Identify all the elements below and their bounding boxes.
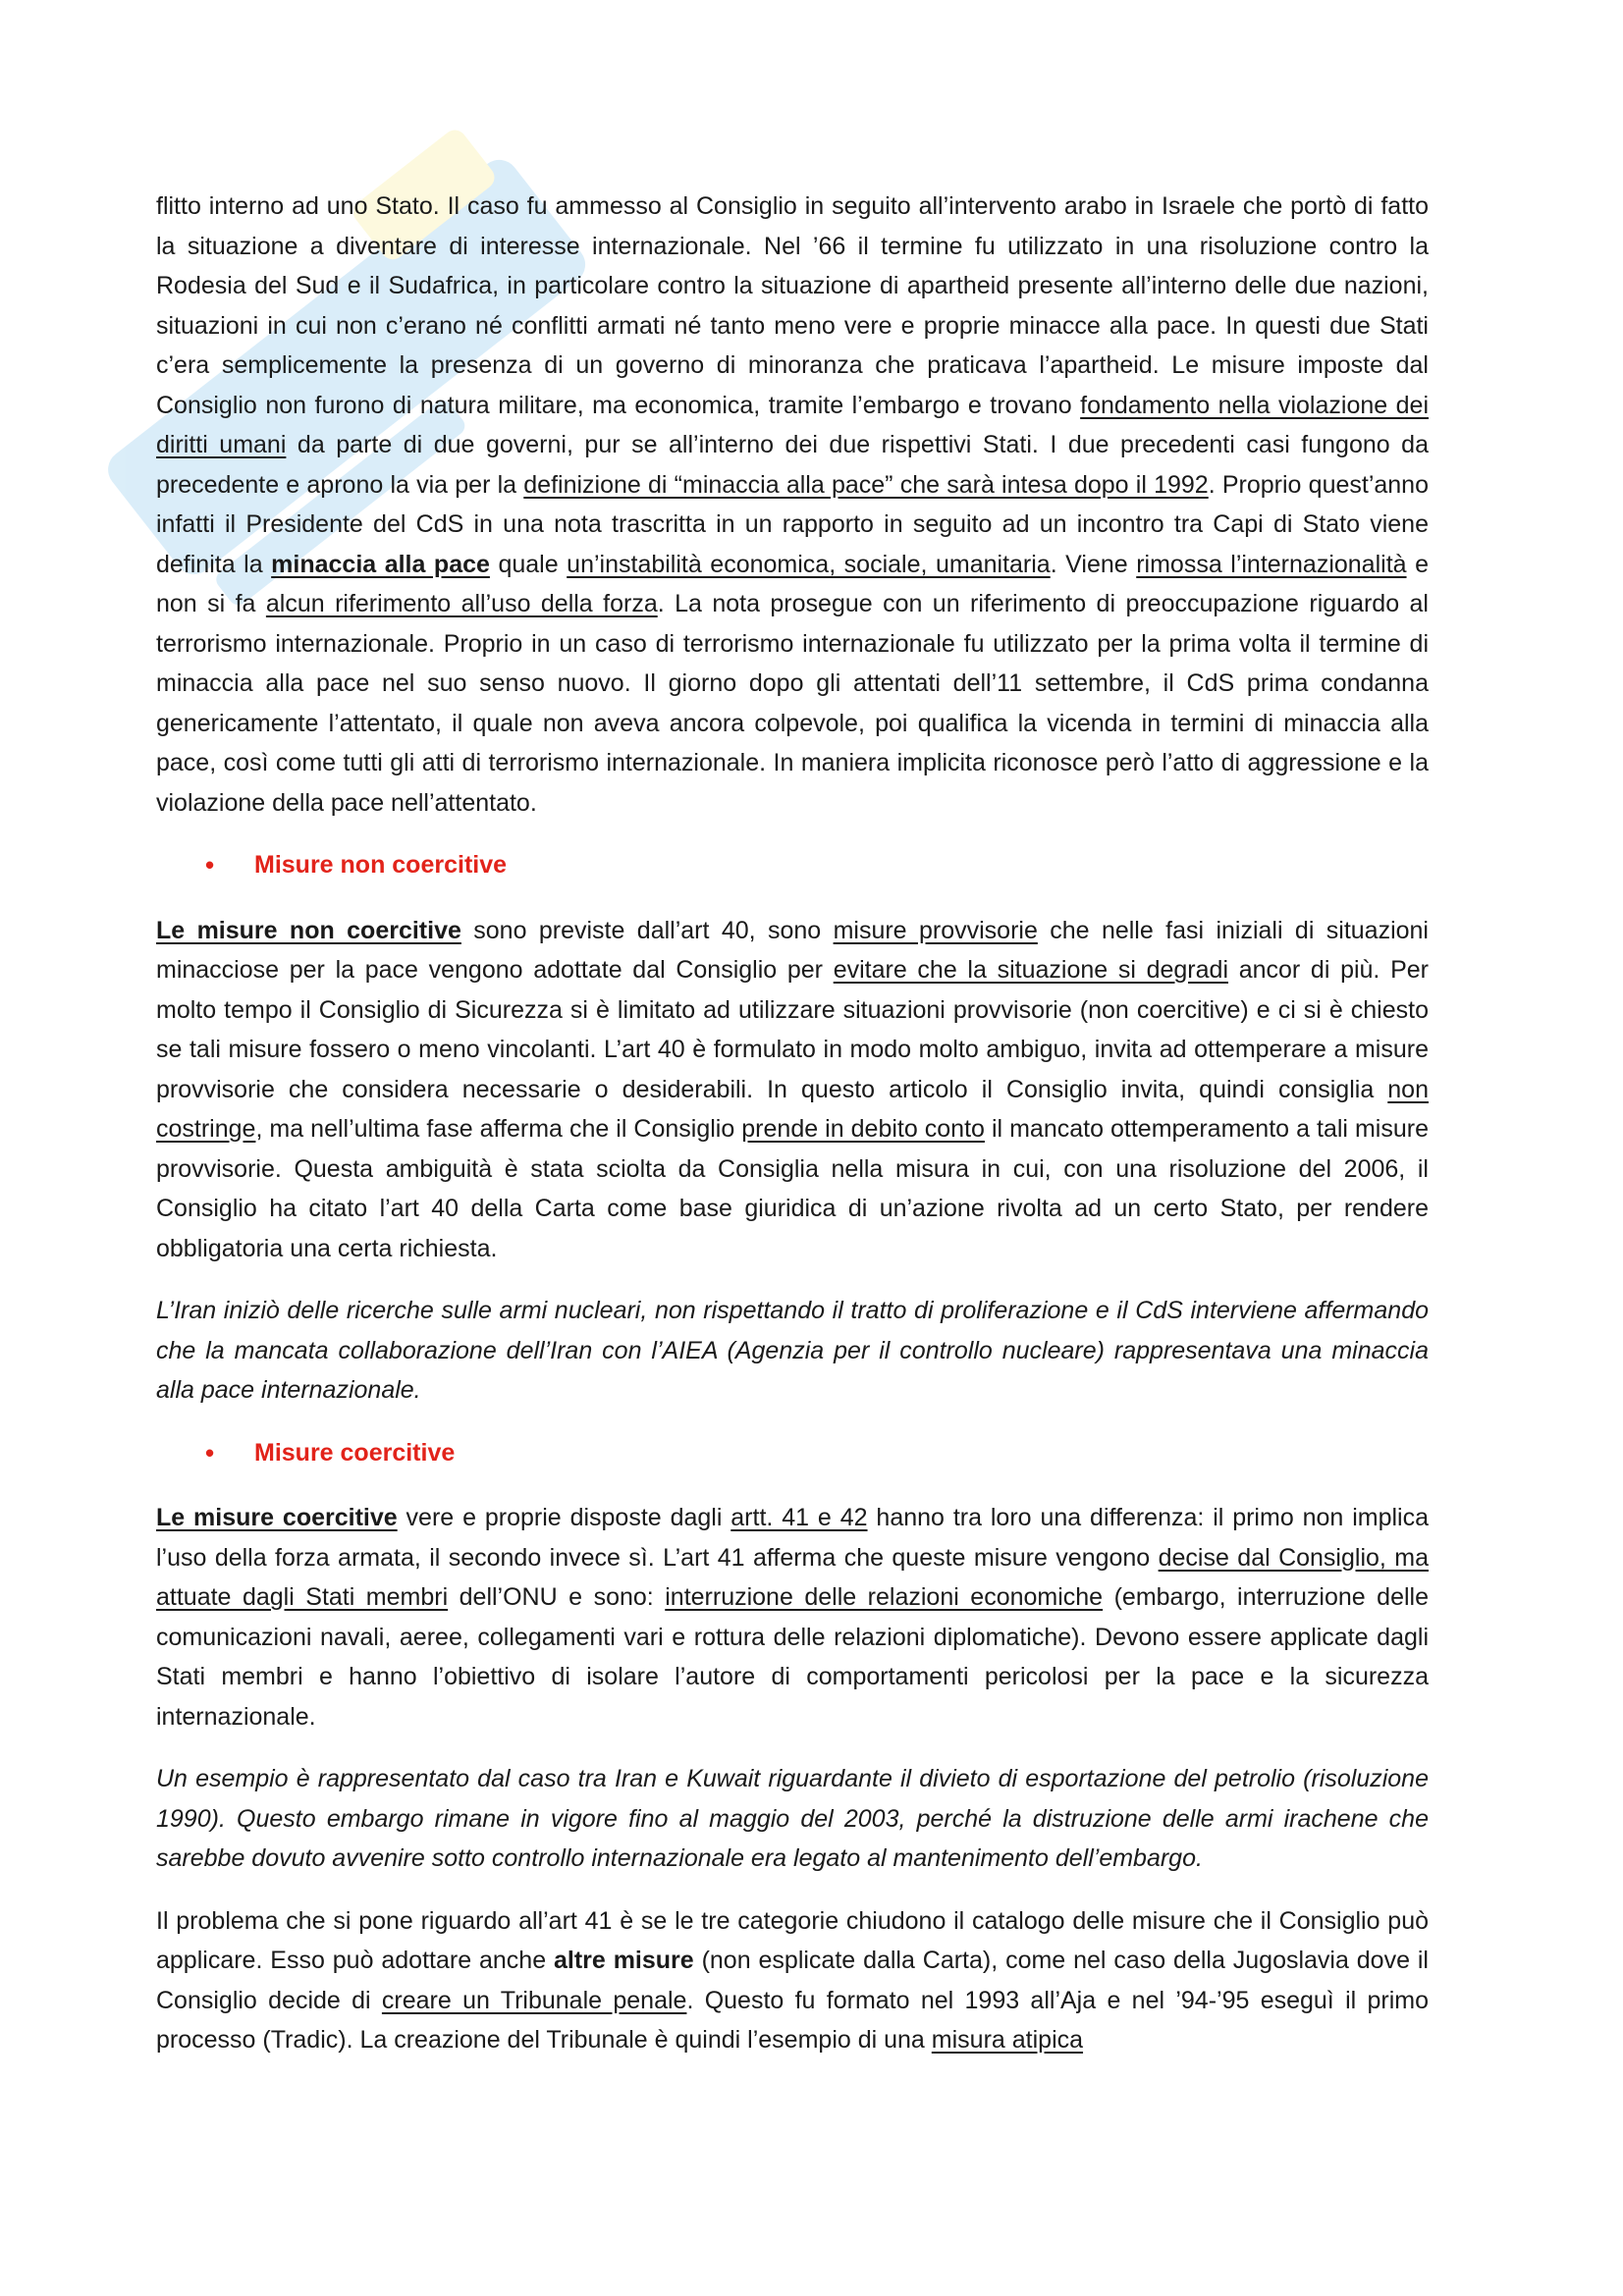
emphasis-run: definizione di “minaccia alla pace” che sarà intesa dopo il 1992 — [523, 470, 1209, 499]
text-run: L’Iran iniziò delle ricerche sulle armi nucleari, non rispettando il tratto di proliferazione e il CdS interviene affermando che la mancata collaborazione dell’Iran con l’AIEA (Agenzia per il controllo nucleare) rappresentava una minaccia alla pace internazionale. — [156, 1297, 1429, 1404]
emphasis-run: misura atipica — [931, 2026, 1084, 2054]
text-run: e non si fa — [156, 550, 1429, 617]
text-run: Il problema che si pone riguardo all’art 41 è se le tre categorie chiudono il catalogo delle misure che il Consiglio può applicare. Esso può adottare anche — [156, 1906, 1429, 1974]
emphasis-run: Le misure non coercitive — [156, 916, 461, 944]
text-run: sono previste dall’art 40, sono — [460, 916, 834, 944]
text-run: (embargo, interruzione delle comunicazioni navali, aeree, collegamenti vari e rottura delle relazioni diplomatiche). Devono essere applicate dagli Stati membri e hanno l’obiettivo di isolare l’autore di comportamenti pericolosi per la pace e la sicurezza internazionale. — [156, 1583, 1429, 1731]
text-run: dell’ONU e sono: — [448, 1583, 666, 1611]
body-paragraph — [156, 1498, 1429, 1736]
example-paragraph — [156, 1759, 1429, 1879]
text-run: vere e proprie disposte dagli — [397, 1504, 731, 1531]
section-heading-text: Misure non coercitive — [254, 851, 508, 879]
body-paragraph — [156, 911, 1429, 1269]
emphasis-run: alcun riferimento all’uso della forza — [265, 590, 658, 617]
emphasis-run: non costringe — [156, 1075, 1429, 1143]
emphasis-run: evitare che la situazione si degradi — [833, 956, 1228, 984]
emphasis-run: misure provvisorie — [833, 916, 1038, 944]
text-run: . Questo fu formato nel 1993 all’Aja e nel ’94-’95 eseguì il primo processo (Tradic). La creazione del Tribunale è quindi l’esempio di una — [156, 1986, 1429, 2054]
text-run: che nelle fasi iniziali di situazioni minacciose per la pace vengono adottate dal Consiglio per — [156, 916, 1429, 984]
emphasis-run: artt. 41 e 42 — [730, 1504, 868, 1531]
emphasis-run: creare un Tribunale penale — [381, 1986, 687, 2014]
section-heading — [156, 1433, 1429, 1473]
section-heading-text: Misure coercitive — [254, 1438, 456, 1467]
text-run: il mancato ottemperamento a tali misure provvisorie. Questa ambiguità è stata sciolta da Consiglia nella misura in cui, con una risoluzione del 2006, il Consiglio ha citato l’art 40 della Carta come base giuridica di un’azione rivolta ad un certo Stato, per rendere obbligatoria una certa richiesta. — [156, 1115, 1429, 1262]
emphasis-run: un’instabilità economica, sociale, umanitaria — [567, 550, 1051, 578]
text-run: (non esplicate dalla Carta), come nel caso della Jugoslavia dove il Consiglio decide di — [156, 1947, 1429, 2014]
emphasis-run: decise dal Consiglio, ma attuate dagli Stati membri — [156, 1543, 1429, 1611]
text-run: ancor di più. Per molto tempo il Consiglio di Sicurezza si è limitato ad utilizzare situazioni provvisorie (non coercitive) e ci si è chiesto se tali misure fossero o meno vincolanti. L’art 40 è formulato in modo molto ambiguo, invita ad ottemperare a misure provvisorie che considera necessarie o desiderabili. In questo articolo il Consiglio invita, quindi consiglia — [156, 956, 1429, 1103]
text-run: flitto interno ad uno Stato. Il caso fu ammesso al Consiglio in seguito all’intervento arabo in Israele che portò di fatto la situazione a diventare di interesse internazionale. Nel ’66 il termine fu utilizzato in una risoluzione contro la Rodesia del Sud e il Sudafrica, in particolare contro la situazione di apartheid presente all’interno delle due nazioni, situazioni in cui non c’erano né conflitti armati né tanto meno vere e proprie minacce alla pace. In questi due Stati c’era semplicemente la presenza di un governo di minoranza che praticava l’apartheid. Le misure imposte dal Consiglio non furono di natura militare, ma economica, tramite l’embargo e trovano — [156, 192, 1429, 419]
text-run: . Proprio quest’anno infatti il Presidente del CdS in una nota trascritta in un rapporto in seguito ad un incontro tra Capi di Stato viene definita la — [156, 470, 1429, 578]
text-run: . Viene — [1050, 550, 1137, 578]
body-paragraph — [156, 1901, 1429, 2060]
text-run: . La nota prosegue con un riferimento di preoccupazione riguardo al terrorismo internazionale. Proprio in un caso di terrorismo internazionale fu utilizzato per la prima volta il termine di minaccia alla pace nel suo senso nuovo. Il giorno dopo gli attentati dell’11 settembre, il CdS prima condanna genericamente l’attentato, il quale non aveva ancora colpevole, poi qualifica la vicenda in termini di minaccia alla pace, così come tutti gli atti di terrorismo internazionale. In maniera implicita riconosce però l’atto di aggressione e la violazione della pace nell’attentato. — [156, 590, 1429, 817]
emphasis-run: prende in debito conto — [741, 1115, 985, 1143]
text-run: quale — [489, 550, 568, 578]
emphasis-run: rimossa l’internazionalità — [1136, 550, 1407, 578]
emphasis-run: minaccia alla pace — [271, 550, 490, 578]
text-run: da parte di due governi, pur se all’interno dei due rispettivi Stati. I due precedenti casi fungono da precedente e aprono la via per la — [156, 431, 1429, 499]
emphasis-run: interruzione delle relazioni economiche — [665, 1583, 1104, 1611]
example-paragraph — [156, 1291, 1429, 1411]
bullet-icon: • — [205, 850, 215, 880]
text-run: hanno tra loro una differenza: il primo non implica l’uso della forza armata, il secondo invece sì. L’art 41 afferma che queste misure vengono — [156, 1504, 1429, 1572]
bullet-icon: • — [205, 1437, 215, 1468]
body-paragraph — [156, 187, 1429, 823]
text-run: Un esempio è rappresentato dal caso tra Iran e Kuwait riguardante il divieto di esportazione del petrolio (risoluzione 1990). Questo embargo rimane in vigore fino al maggio del 2003, perché la distruzione delle armi irachene che sarebbe dovuto avvenire sotto controllo internazionale era legato al mantenimento dell’embargo. — [156, 1765, 1429, 1872]
emphasis-run: Le misure coercitive — [156, 1504, 398, 1531]
emphasis-run: fondamento nella violazione dei diritti umani — [156, 391, 1429, 458]
emphasis-run: altre misure — [554, 1947, 694, 1974]
text-run: , ma nell’ultima fase afferma che il Consiglio — [255, 1115, 742, 1143]
document-page — [156, 187, 1429, 2083]
section-heading — [156, 845, 1429, 885]
